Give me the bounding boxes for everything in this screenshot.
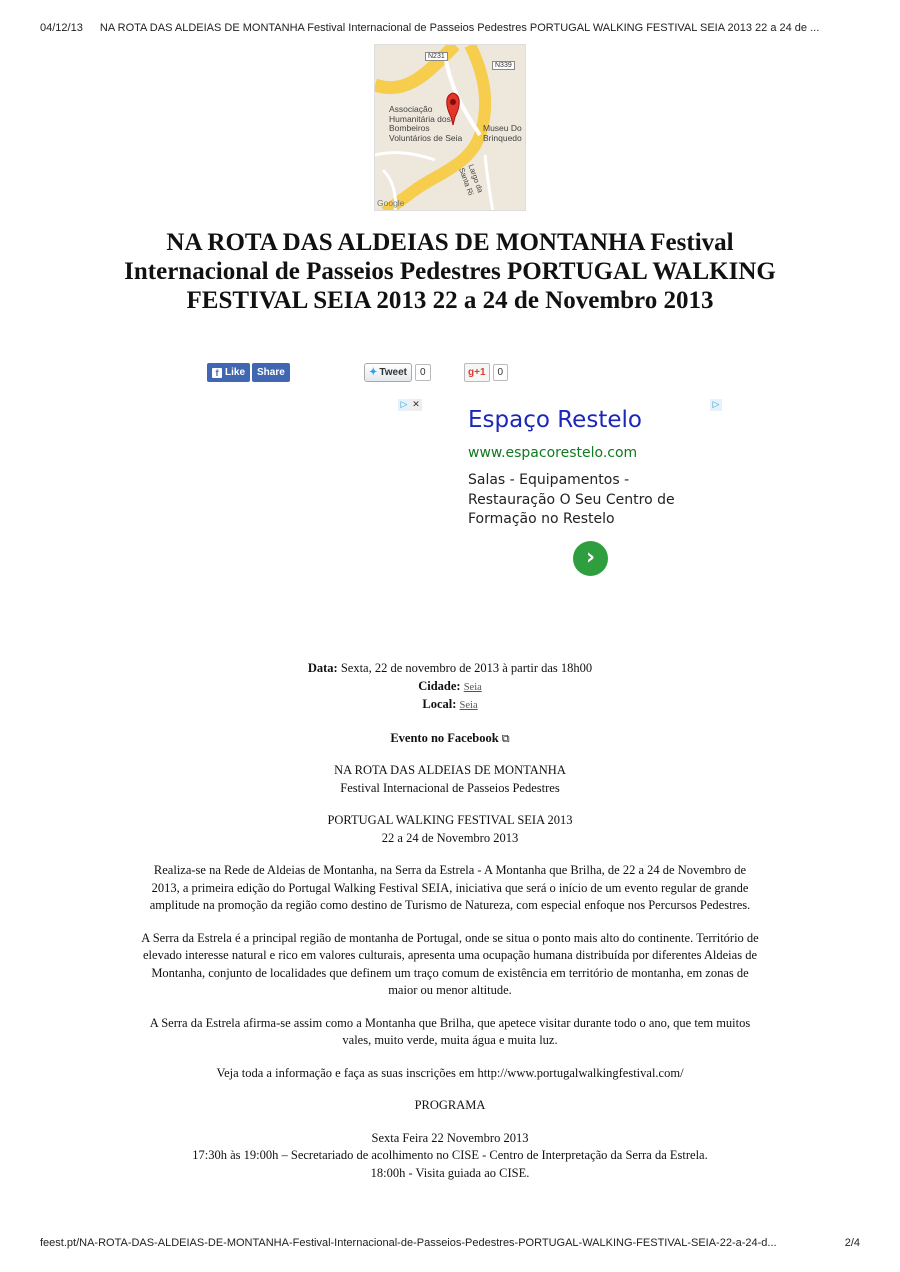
paragraph-2: A Serra da Estrela é a principal região de montanha de Portugal, onde se situa o ponto mais alto do continente. Território de elevado interesse natural e rico em valores culturais, apresenta uma ocupação humana distribuída por diferentes Aldeias de Montanha, conjunto de localidades que definem um traço comum de existência em território de montanha, em zonas de maior ou menor altitude. — [141, 930, 759, 997]
facebook-icon: f — [212, 368, 222, 378]
map-label-museum: Museu Do Brinquedo — [483, 123, 522, 143]
paragraph-3: A Serra da Estrela afirma-se assim como a Montanha que Brilha, que apetece visitar durante todo o ano, que tem muitos vales, muito verde, muita água e muita luz. — [149, 1015, 751, 1047]
article-content — [140, 660, 760, 1182]
print-header — [40, 22, 860, 34]
road-shield-n231: N231 — [425, 52, 448, 61]
googleplus-button[interactable]: g+1 — [464, 363, 490, 382]
map-label-street: Largo da Santa Ri — [457, 163, 486, 197]
facebook-event-line[interactable] — [140, 730, 760, 748]
event-place-line — [140, 696, 760, 715]
ad-close-icon[interactable]: ✕ — [410, 399, 422, 411]
article-title: NA ROTA DAS ALDEIAS DE MONTANHA Festival Internacional de Passeios Pedestres PORTUGAL WALKING FESTIVAL SEIA 2013 22 a 24 de Novembro 2013 — [124, 229, 776, 314]
googleplus-count: 0 — [493, 364, 509, 381]
page-number: 2/4 — [844, 1237, 860, 1249]
place-link[interactable]: Seia — [459, 700, 478, 711]
tweet-button[interactable]: ✦ Tweet — [364, 363, 412, 382]
heading-2b: 22 a 24 de Novembro 2013 — [381, 830, 519, 845]
chevron-right-icon: › — [585, 545, 596, 570]
heading-2a: PORTUGAL WALKING FESTIVAL SEIA 2013 — [327, 813, 573, 827]
facebook-buttons — [207, 363, 290, 382]
twitter-buttons — [364, 363, 431, 382]
adchoices-icon-right[interactable]: ▷ — [710, 399, 722, 411]
program-item-1: 17:30h às 19:00h – Secretariado de acolhimento no CISE - Centro de Interpretação da Serra da Estrela. — [192, 1148, 708, 1162]
twitter-bird-icon: ✦ — [369, 367, 378, 378]
place-label: Local: — [422, 697, 457, 711]
ad-description: Salas - Equipamentos - Restauração O Seu Centro de Formação no Restelo — [468, 472, 675, 527]
date-value: Sexta, 22 de novembro de 2013 à partir das 18h00 — [340, 661, 593, 675]
tweet-count: 0 — [415, 364, 431, 381]
google-logo: Google — [377, 198, 405, 208]
program-day: Sexta Feira 22 Novembro 2013 — [371, 1130, 529, 1145]
program-item-2: 18:00h - Visita guiada ao CISE. — [370, 1165, 530, 1180]
facebook-event-link[interactable]: Evento no Facebook — [390, 730, 499, 745]
adchoices-icon[interactable]: ▷ — [398, 399, 410, 411]
event-city-line — [140, 678, 760, 697]
print-title: NA ROTA DAS ALDEIAS DE MONTANHA Festival Internacional de Passeios Pedestres PORTUGAL WALKING FESTIVAL SEIA 2013 22 a 24 de ... — [99, 22, 820, 34]
external-link-icon: ⧉ — [501, 731, 510, 745]
map-label-association: Associação Humanitária dos Bombeiros Voluntários de Seia — [389, 104, 463, 143]
event-date-line — [140, 660, 760, 678]
facebook-share-button[interactable]: Share — [252, 363, 290, 382]
city-label: Cidade: — [418, 678, 461, 693]
paragraph-1: Realiza-se na Rede de Aldeias de Montanha, na Serra da Estrela - A Montanha que Brilha, de 22 a 24 de Novembro de 2013, a primeira edição do Portugal Walking Festival SEIA, iniciativa que será o início de um evento regular de grande amplitude na promoção da região como destino de Turismo de Natureza, com especial enfoque nos Percursos Pedestres. — [149, 863, 751, 912]
heading-1a: NA ROTA DAS ALDEIAS DE MONTANHA — [334, 763, 566, 777]
ad-url-link[interactable]: www.espacorestelo.com — [468, 445, 638, 461]
road-shield-n339: N339 — [492, 61, 515, 70]
city-link[interactable]: Seia — [463, 681, 482, 693]
print-footer — [40, 1237, 860, 1249]
ad-choices-right — [710, 399, 722, 411]
paragraph-4: Veja toda a informação e faça as suas inscrições em http://www.portugalwalkingfestival.com/ — [216, 1065, 684, 1080]
date-label: Data: — [307, 661, 338, 675]
ad-go-button[interactable] — [573, 541, 608, 576]
print-url: feest.pt/NA-ROTA-DAS-ALDEIAS-DE-MONTANHA-Festival-Internacional-de-Passeios-Pedestres-PORTUGAL-WALKING-FESTIVAL-SEIA-22-a-24-d... — [40, 1237, 777, 1249]
heading-1b: Festival Internacional de Passeios Pedestres — [340, 780, 560, 795]
facebook-like-button[interactable]: f Like — [207, 363, 250, 382]
ad-choices-left — [398, 399, 422, 411]
print-date: 04/12/13 — [40, 22, 83, 34]
googleplus-buttons — [464, 363, 508, 382]
ad-title-link[interactable]: Espaço Restelo — [468, 407, 642, 433]
program-heading: PROGRAMA — [414, 1098, 486, 1112]
location-map[interactable] — [374, 44, 526, 211]
